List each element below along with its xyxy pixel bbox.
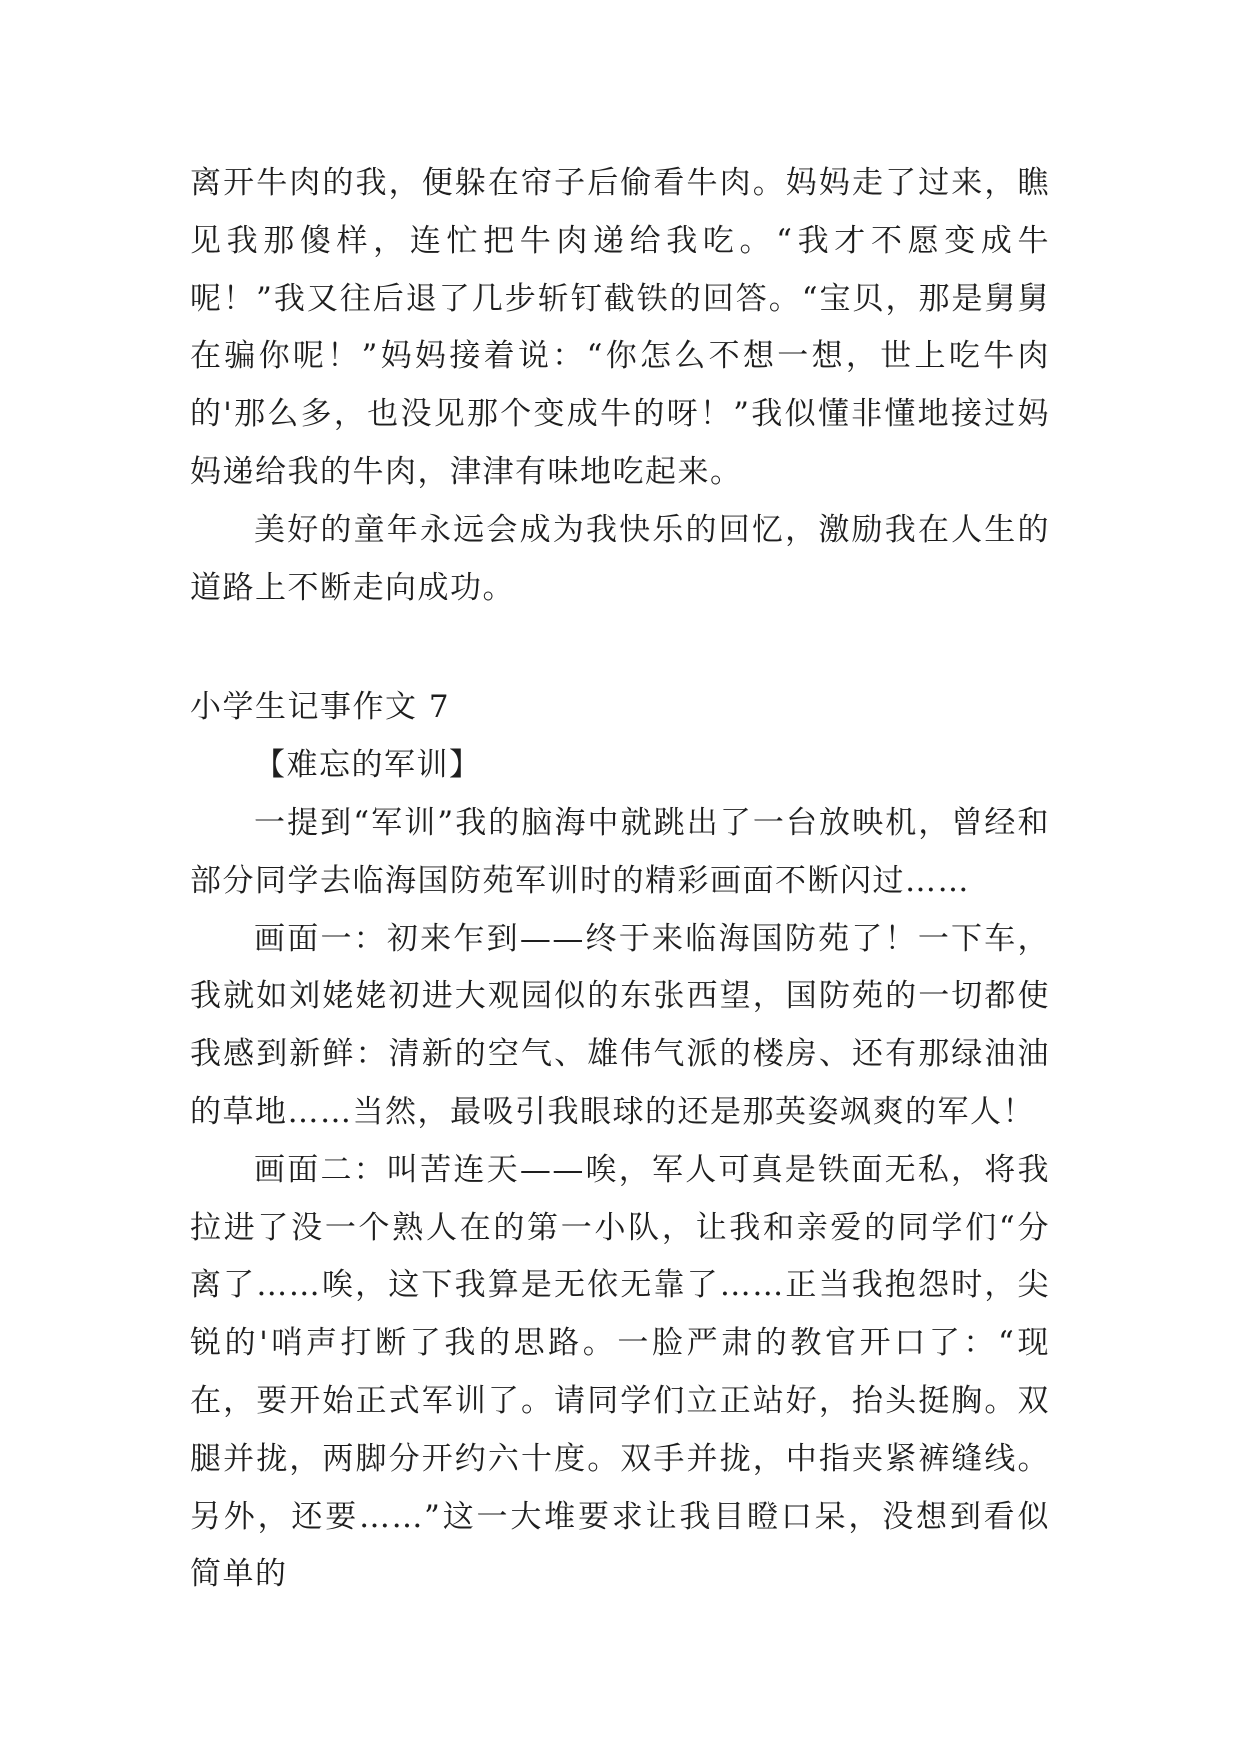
paragraph-1: 离开牛肉的我，便躲在帘子后偷看牛肉。妈妈走了过来，瞧见我那傻样，连忙把牛肉递给我吃。“我才不愿变成牛呢！”我又往后退了几步斩钉截铁的回答。“宝贝，那是舅舅在骗你呢！”妈妈接着说：“你怎么不想一想，世上吃牛肉的'那么多，也没见那个变成牛的呀！”我似懂非懂地接过妈妈递给我的牛肉，津津有味地吃起来。 [190,165,1050,490]
section-title: 小学生记事作文 7 [190,689,451,726]
paragraph-5: 画面二：叫苦连天——唉，军人可真是铁面无私，将我拉进了没一个熟人在的第一小队，让我和亲爱的同学们“分离了……唉，这下我算是无依无靠了……正当我抱怨时，尖锐的'哨声打断了我的思路。一脸严肃的教官开口了：“现在，要开始正式军训了。请同学们立正站好，抬头挺胸。双腿并拢，两脚分开约六十度。双手并拢，中指夹紧裤缝线。另外，还要……”这一大堆要求让我目瞪口呆，没想到看似简单的 [190,1151,1050,1593]
paragraph-2: 美好的童年永远会成为我快乐的回忆，激励我在人生的道路上不断走向成功。 [190,511,1050,606]
essay-subtitle: 【难忘的军训】 [254,747,482,784]
section-spacer [190,617,1050,679]
paragraph-3: 一提到“军训”我的脑海中就跳出了一台放映机，曾经和部分同学去临海国防苑军训时的精彩画面不断闪过…… [190,804,1050,899]
document-page [190,155,1050,1604]
paragraph-4: 画面一：初来乍到——终于来临海国防苑了！一下车，我就如刘姥姥初进大观园似的东张西望，国防苑的一切都使我感到新鲜：清新的空气、雄伟气派的楼房、还有那绿油油的草地……当然，最吸引我眼球的还是那英姿飒爽的军人！ [190,920,1050,1130]
